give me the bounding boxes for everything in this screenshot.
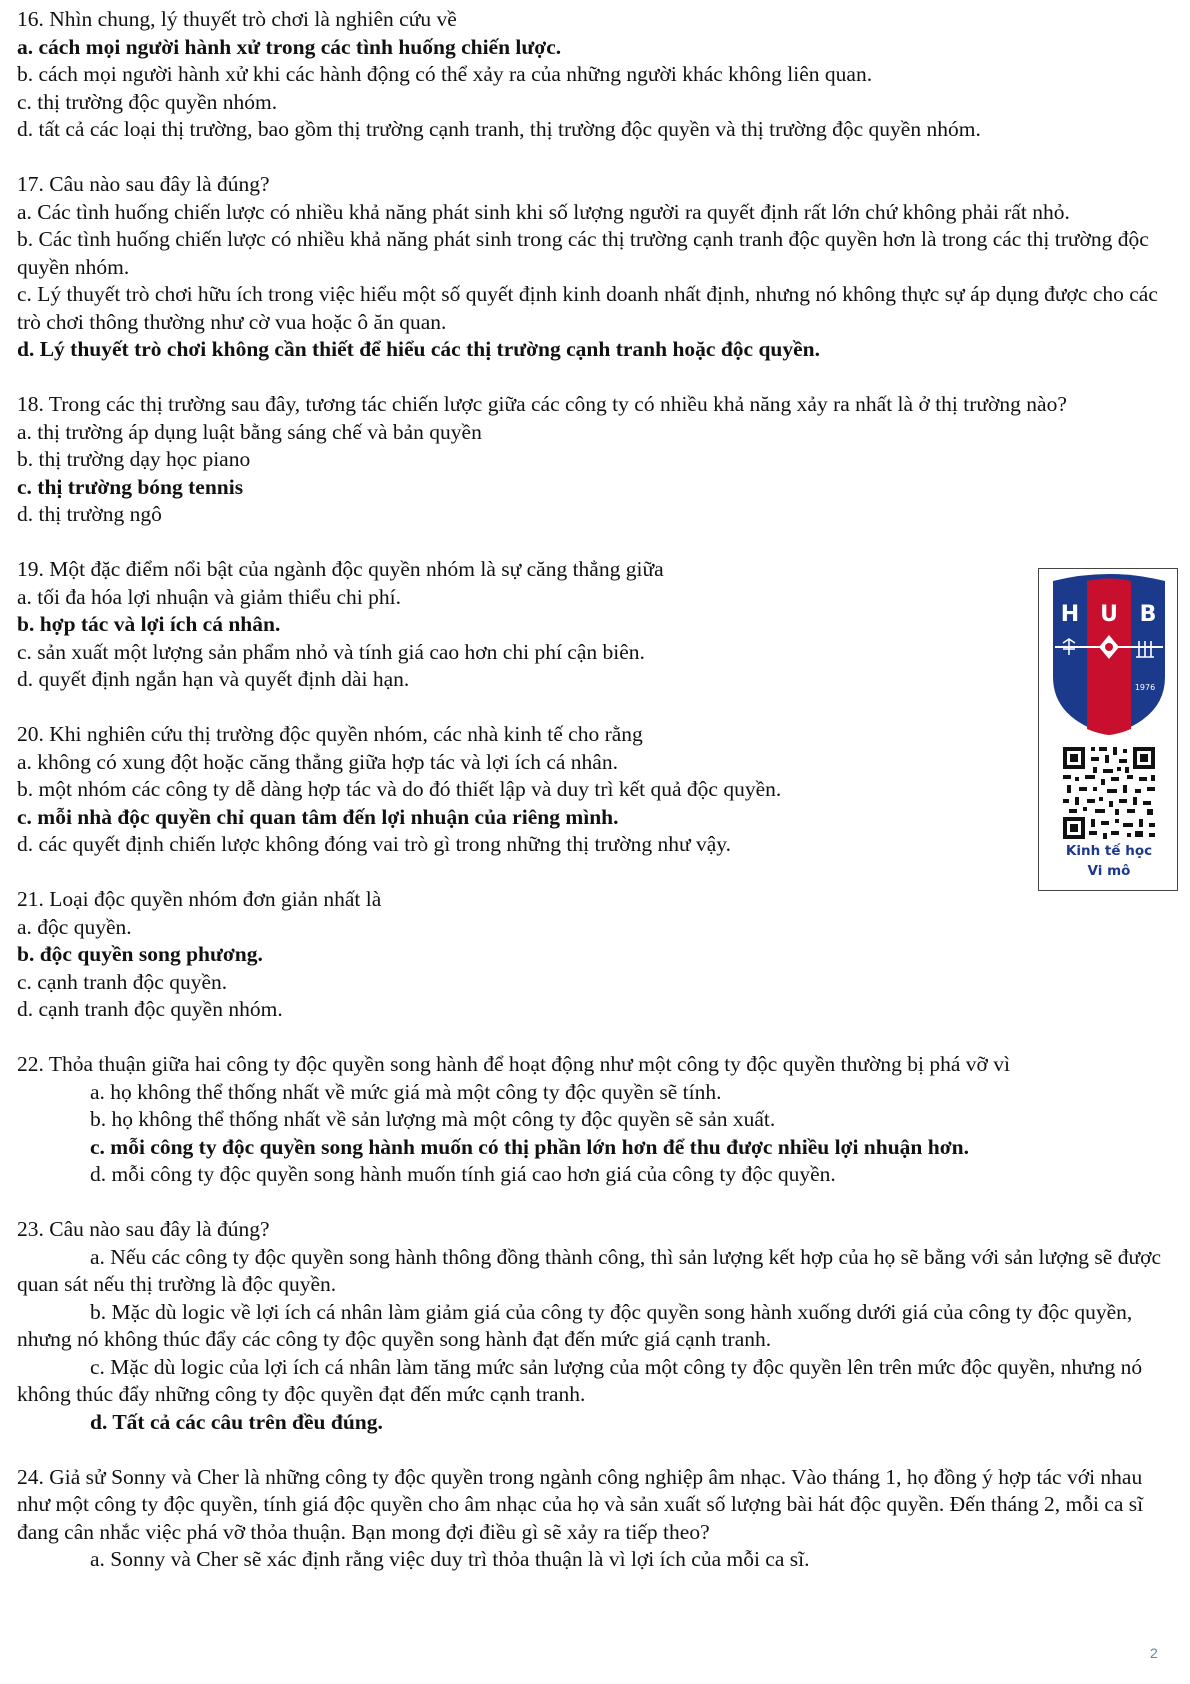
answer-option: d. quyết định ngắn hạn và quyết định dài hạn. — [17, 667, 410, 691]
answer-option-correct: c. mỗi nhà độc quyền chỉ quan tâm đến lợi nhuận của riêng mình. — [17, 804, 619, 829]
answer-option-correct: b. hợp tác và lợi ích cá nhân. — [17, 612, 281, 636]
founding-year: 1976 — [1134, 683, 1156, 692]
answer-option: c. Lý thuyết trò chơi hữu ích trong việc hiểu một số quyết định kinh doanh nhất định, nhưng nó không thực sự áp dụng được cho các trò chơi thông thường như cờ vua hoặc ô ăn quan. — [17, 282, 1158, 334]
answer-option: d. mỗi công ty độc quyền song hành muốn tính giá cao hơn giá của công ty độc quyền. — [90, 1162, 836, 1186]
document-body — [17, 6, 1167, 1601]
logo-letter-h: H — [1060, 602, 1080, 627]
answer-option: b. Mặc dù logic về lợi ích cá nhân làm giảm giá của công ty độc quyền song hành xuống dưới giá của công ty độc quyền, nhưng nó không thúc đẩy các công ty độc quyền song hành đạt đến mức giá cạnh tranh. — [17, 1299, 1133, 1351]
question-21 — [17, 886, 1167, 1024]
answer-option-correct: c. thị trường bóng tennis — [17, 474, 244, 499]
question-18 — [17, 391, 1167, 529]
answer-option: b. Các tình huống chiến lược có nhiều khả năng phát sinh trong các thị trường cạnh tranh độc quyền hơn là trong các thị trường độc quyền nhóm. — [17, 227, 1149, 279]
question-stem: 18. Trong các thị trường sau đây, tương tác chiến lược giữa các công ty có nhiều khả năng xảy ra nhất là ở thị trường nào? — [17, 392, 1067, 416]
logo-letter-b: B — [1139, 602, 1157, 627]
answer-option-correct: c. mỗi công ty độc quyền song hành muốn có thị phần lớn hơn để thu được nhiều lợi nhuận hơn. — [90, 1134, 969, 1159]
question-17 — [17, 171, 1167, 364]
answer-option: a. không có xung đột hoặc căng thẳng giữa hợp tác và lợi ích cá nhân. — [17, 749, 618, 774]
answer-option-correct: a. cách mọi người hành xử trong các tình huống chiến lược. — [17, 34, 562, 59]
answer-option: d. thị trường ngô — [17, 502, 162, 526]
hub-shield-logo — [1039, 569, 1179, 841]
answer-option: b. cách mọi người hành xử khi các hành động có thể xảy ra của những người khác không liên quan. — [17, 62, 873, 86]
question-stem: 22. Thỏa thuận giữa hai công ty độc quyền song hành để hoạt động như một công ty độc quyền thường bị phá vỡ vì — [17, 1052, 1010, 1076]
answer-option: a. tối đa hóa lợi nhuận và giảm thiểu chi phí. — [17, 584, 401, 609]
qr-code-icon — [1061, 745, 1157, 841]
logo-letter-u: U — [1100, 602, 1118, 627]
answer-option: c. Mặc dù logic của lợi ích cá nhân làm tăng mức sản lượng của một công ty độc quyền lên trên mức độc quyền, nhưng nó không thúc đẩy những công ty độc quyền đạt đến mức cạnh tranh. — [17, 1354, 1143, 1406]
answer-option: b. họ không thể thống nhất về sản lượng mà một công ty độc quyền sẽ sản xuất. — [90, 1107, 776, 1131]
answer-option: c. sản xuất một lượng sản phẩm nhỏ và tính giá cao hơn chi phí cận biên. — [17, 639, 645, 664]
question-16 — [17, 6, 1167, 144]
course-title — [1039, 841, 1179, 881]
question-stem: 24. Giả sử Sonny và Cher là những công ty độc quyền trong ngành công nghiệp âm nhạc. Vào tháng 1, họ đồng ý hợp tác với nhau như một công ty độc quyền, tính giá độc quyền cho âm nhạc của họ và sản xuất số lượng bài hát độc quyền. Đến tháng 2, mỗi ca sĩ đang cân nhắc việc phá vỡ thỏa thuận. Bạn mong đợi điều gì sẽ xảy ra tiếp theo? — [17, 1464, 1144, 1544]
answer-option-correct: d. Tất cả các câu trên đều đúng. — [90, 1409, 383, 1434]
question-stem: 19. Một đặc điểm nổi bật của ngành độc quyền nhóm là sự căng thẳng giữa — [17, 557, 664, 581]
question-20 — [17, 721, 1047, 859]
answer-option: c. thị trường độc quyền nhóm. — [17, 89, 278, 114]
course-title-line1: Kinh tế học — [1065, 843, 1153, 859]
answer-option: d. các quyết định chiến lược không đóng vai trò gì trong những thị trường như vậy. — [17, 832, 732, 856]
answer-option: a. Nếu các công ty độc quyền song hành thông đồng thành công, thì sản lượng kết hợp của họ sẽ bằng với sản lượng sẽ được quan sát nếu thị trường là độc quyền. — [17, 1244, 1162, 1296]
hub-logo-card — [1038, 568, 1178, 891]
question-23 — [17, 1216, 1167, 1436]
question-stem: 21. Loại độc quyền nhóm đơn giản nhất là — [17, 887, 382, 911]
answer-option: b. một nhóm các công ty dễ dàng hợp tác và do đó thiết lập và duy trì kết quả độc quyền. — [17, 777, 782, 801]
question-stem: 20. Khi nghiên cứu thị trường độc quyền nhóm, các nhà kinh tế cho rằng — [17, 722, 643, 746]
answer-option: d. cạnh tranh độc quyền nhóm. — [17, 997, 283, 1021]
answer-option: a. độc quyền. — [17, 914, 132, 939]
answer-option-correct: b. độc quyền song phương. — [17, 942, 263, 966]
answer-option: a. họ không thể thống nhất về mức giá mà một công ty độc quyền sẽ tính. — [90, 1079, 722, 1104]
answer-option: d. tất cả các loại thị trường, bao gồm thị trường cạnh tranh, thị trường độc quyền và thị trường độc quyền nhóm. — [17, 117, 981, 141]
answer-option: a. Sonny và Cher sẽ xác định rằng việc duy trì thỏa thuận là vì lợi ích của mỗi ca sĩ. — [90, 1547, 810, 1571]
question-stem: 17. Câu nào sau đây là đúng? — [17, 172, 270, 196]
pillars-icon — [1136, 641, 1154, 657]
question-stem: 23. Câu nào sau đây là đúng? — [17, 1217, 270, 1241]
question-22 — [17, 1051, 1167, 1189]
answer-option-correct: d. Lý thuyết trò chơi không cần thiết để hiểu các thị trường cạnh tranh hoặc độc quyền. — [17, 337, 821, 361]
question-24 — [17, 1464, 1167, 1574]
answer-option: b. thị trường dạy học piano — [17, 447, 251, 471]
question-19 — [17, 556, 1047, 694]
emblem-dot — [1105, 643, 1113, 651]
answer-option: c. cạnh tranh độc quyền. — [17, 969, 228, 994]
page-number: 2 — [1150, 1645, 1158, 1661]
course-title-line2: Vi mô — [1087, 863, 1131, 879]
answer-option: a. Các tình huống chiến lược có nhiều khả năng phát sinh khi số lượng người ra quyết định rất lớn chứ không phải rất nhỏ. — [17, 199, 1070, 224]
question-stem: 16. Nhìn chung, lý thuyết trò chơi là nghiên cứu về — [17, 7, 457, 31]
answer-option: a. thị trường áp dụng luật bằng sáng chế và bản quyền — [17, 419, 482, 444]
